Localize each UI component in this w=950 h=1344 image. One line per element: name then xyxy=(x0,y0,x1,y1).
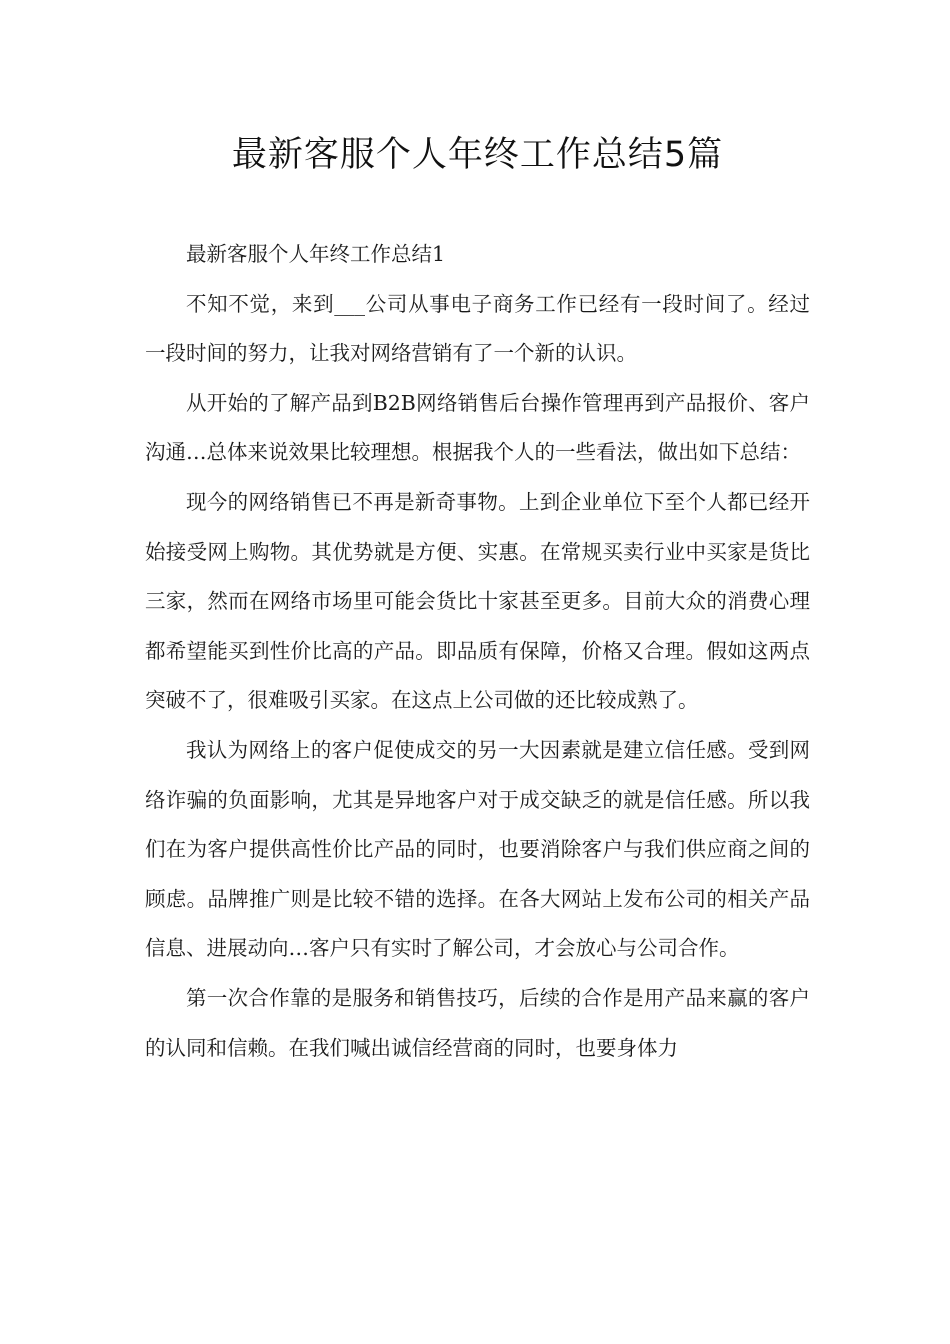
paragraph: 第一次合作靠的是服务和销售技巧，后续的合作是用产品来赢的客户的认同和信赖。在我们喊出诚信经营商的同时，也要身体力 xyxy=(145,985,810,1060)
document-title: 最新客服个人年终工作总结5篇 xyxy=(231,135,724,175)
paragraph: 现今的网络销售已不再是新奇事物。上到企业单位下至个人都已经开始接受网上购物。其优势就是方便、实惠。在常规买卖行业中买家是货比三家，然而在网络市场里可能会货比十家甚至更多。目前大众的消费心理都希望能买到性价比高的产品。即品质有保障，价格又合理。假如这两点突破不了，很难吸引买家。在这点上公司做的还比较成熟了。 xyxy=(145,489,810,713)
section-heading: 最新客服个人年终工作总结1 xyxy=(186,242,446,266)
paragraph: 我认为网络上的客户促使成交的另一大因素就是建立信任感。受到网络诈骗的负面影响，尤其是异地客户对于成交缺乏的就是信任感。所以我们在为客户提供高性价比产品的同时，也要消除客户与我们供应商之间的顾虑。品牌推广则是比较不错的选择。在各大网站上发布公司的相关产品信息、进展动向…客户只有实时了解公司，才会放心与公司合作。 xyxy=(145,737,810,961)
paragraph: 从开始的了解产品到B2B网络销售后台操作管理再到产品报价、客户沟通…总体来说效果比较理想。根据我个人的一些看法，做出如下总结： xyxy=(145,390,810,465)
document-body xyxy=(145,230,810,1073)
paragraph: 不知不觉，来到___公司从事电子商务工作已经有一段时间了。经过一段时间的努力，让我对网络营销有了一个新的认识。 xyxy=(145,291,810,366)
